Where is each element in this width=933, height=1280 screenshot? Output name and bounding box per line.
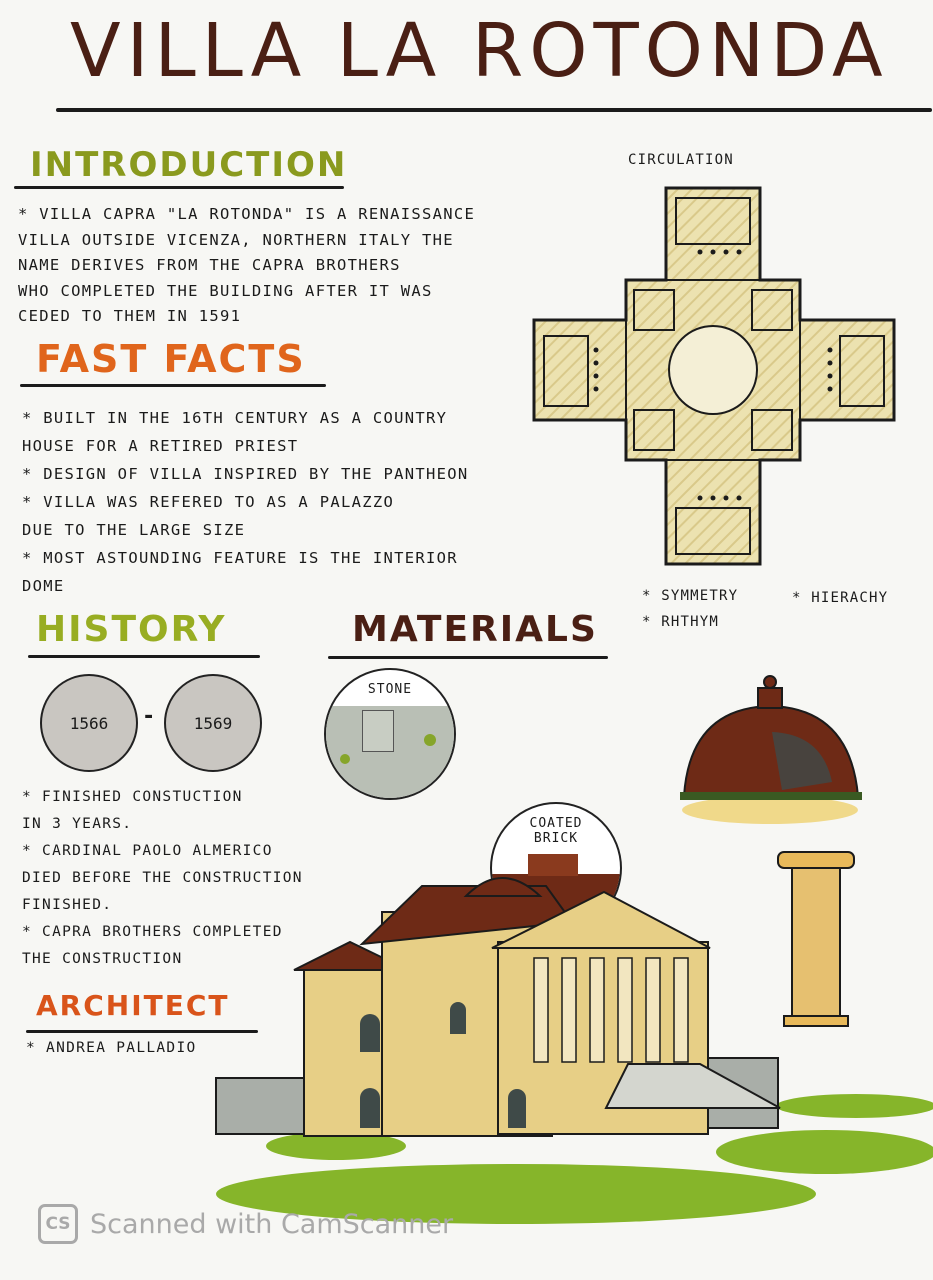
fact-line: HOUSE FOR A RETIRED PRIEST <box>22 437 299 455</box>
materials-heading: MATERIALS <box>352 609 598 650</box>
title-underline <box>56 108 932 112</box>
introduction-underline <box>14 186 344 189</box>
fact-line: * BUILT IN THE 16TH CENTURY AS A COUNTRY <box>22 409 448 427</box>
introduction-text <box>18 202 528 330</box>
fact-line: DUE TO THE LARGE SIZE <box>22 521 246 539</box>
materials-underline <box>328 656 608 659</box>
history-line: THE CONSTRUCTION <box>22 951 183 967</box>
dome-illustration <box>672 672 868 832</box>
introduction-heading: INTRODUCTION <box>30 145 348 185</box>
page-title: VILLA LA ROTONDA <box>70 8 889 94</box>
intro-line: VILLA OUTSIDE VICENZA, NORTHERN ITALY THE <box>18 230 454 249</box>
history-line: * FINISHED CONSTUCTION <box>22 789 243 805</box>
scanner-text: Scanned with CamScanner <box>90 1208 454 1240</box>
camscanner-logo-icon: CS <box>38 1204 78 1244</box>
moss-spot <box>424 734 436 746</box>
principle-rhythm: * RHTHYM <box>642 614 720 630</box>
fast-facts-underline <box>20 384 326 387</box>
stone-label: STONE <box>367 682 413 697</box>
fact-line: * VILLA WAS REFERED TO AS A PALAZZO <box>22 493 395 511</box>
history-line: * CARDINAL PAOLO ALMERICO <box>22 843 273 859</box>
history-line: FINISHED. <box>22 897 113 913</box>
fast-facts-heading: FAST FACTS <box>36 337 306 381</box>
history-line: IN 3 YEARS. <box>22 816 133 832</box>
fact-line: DOME <box>22 577 65 595</box>
fact-line: * DESIGN OF VILLA INSPIRED BY THE PANTHEON <box>22 465 469 483</box>
intro-line: CEDED TO THEM IN 1591 <box>18 307 242 325</box>
stone-block <box>362 710 394 752</box>
intro-line: NAME DERIVES FROM THE CAPRA BROTHERS <box>18 256 401 274</box>
architect-name: * ANDREA PALLADIO <box>26 1040 197 1056</box>
brick-label: COATED BRICK <box>529 816 583 846</box>
scanner-watermark <box>38 1204 453 1244</box>
circulation-label: CIRCULATION <box>628 152 734 168</box>
stone-swatch <box>324 668 456 800</box>
intro-line: * VILLA CAPRA "LA ROTONDA" IS A RENAISSANCE <box>18 205 476 223</box>
intro-line: WHO COMPLETED THE BUILDING AFTER IT WAS <box>18 281 433 300</box>
fast-facts-text <box>22 404 562 600</box>
start-year-badge: 1566 <box>40 674 138 772</box>
floor-plan-illustration <box>530 180 902 572</box>
principle-hierarchy: * HIERACHY <box>792 590 889 606</box>
architect-heading: ARCHITECT <box>36 989 230 1022</box>
villa-illustration <box>196 852 933 1228</box>
history-heading: HISTORY <box>36 609 227 650</box>
history-line: * CAPRA BROTHERS COMPLETED <box>22 924 283 940</box>
history-line: DIED BEFORE THE CONSTRUCTION <box>22 870 303 886</box>
year-separator: - <box>142 704 156 729</box>
moss-spot <box>340 754 350 764</box>
fact-line: * MOST ASTOUNDING FEATURE IS THE INTERIOR <box>22 549 458 567</box>
history-underline <box>28 655 260 658</box>
principle-symmetry: * SYMMETRY <box>642 588 739 604</box>
end-year-badge: 1569 <box>164 674 262 772</box>
